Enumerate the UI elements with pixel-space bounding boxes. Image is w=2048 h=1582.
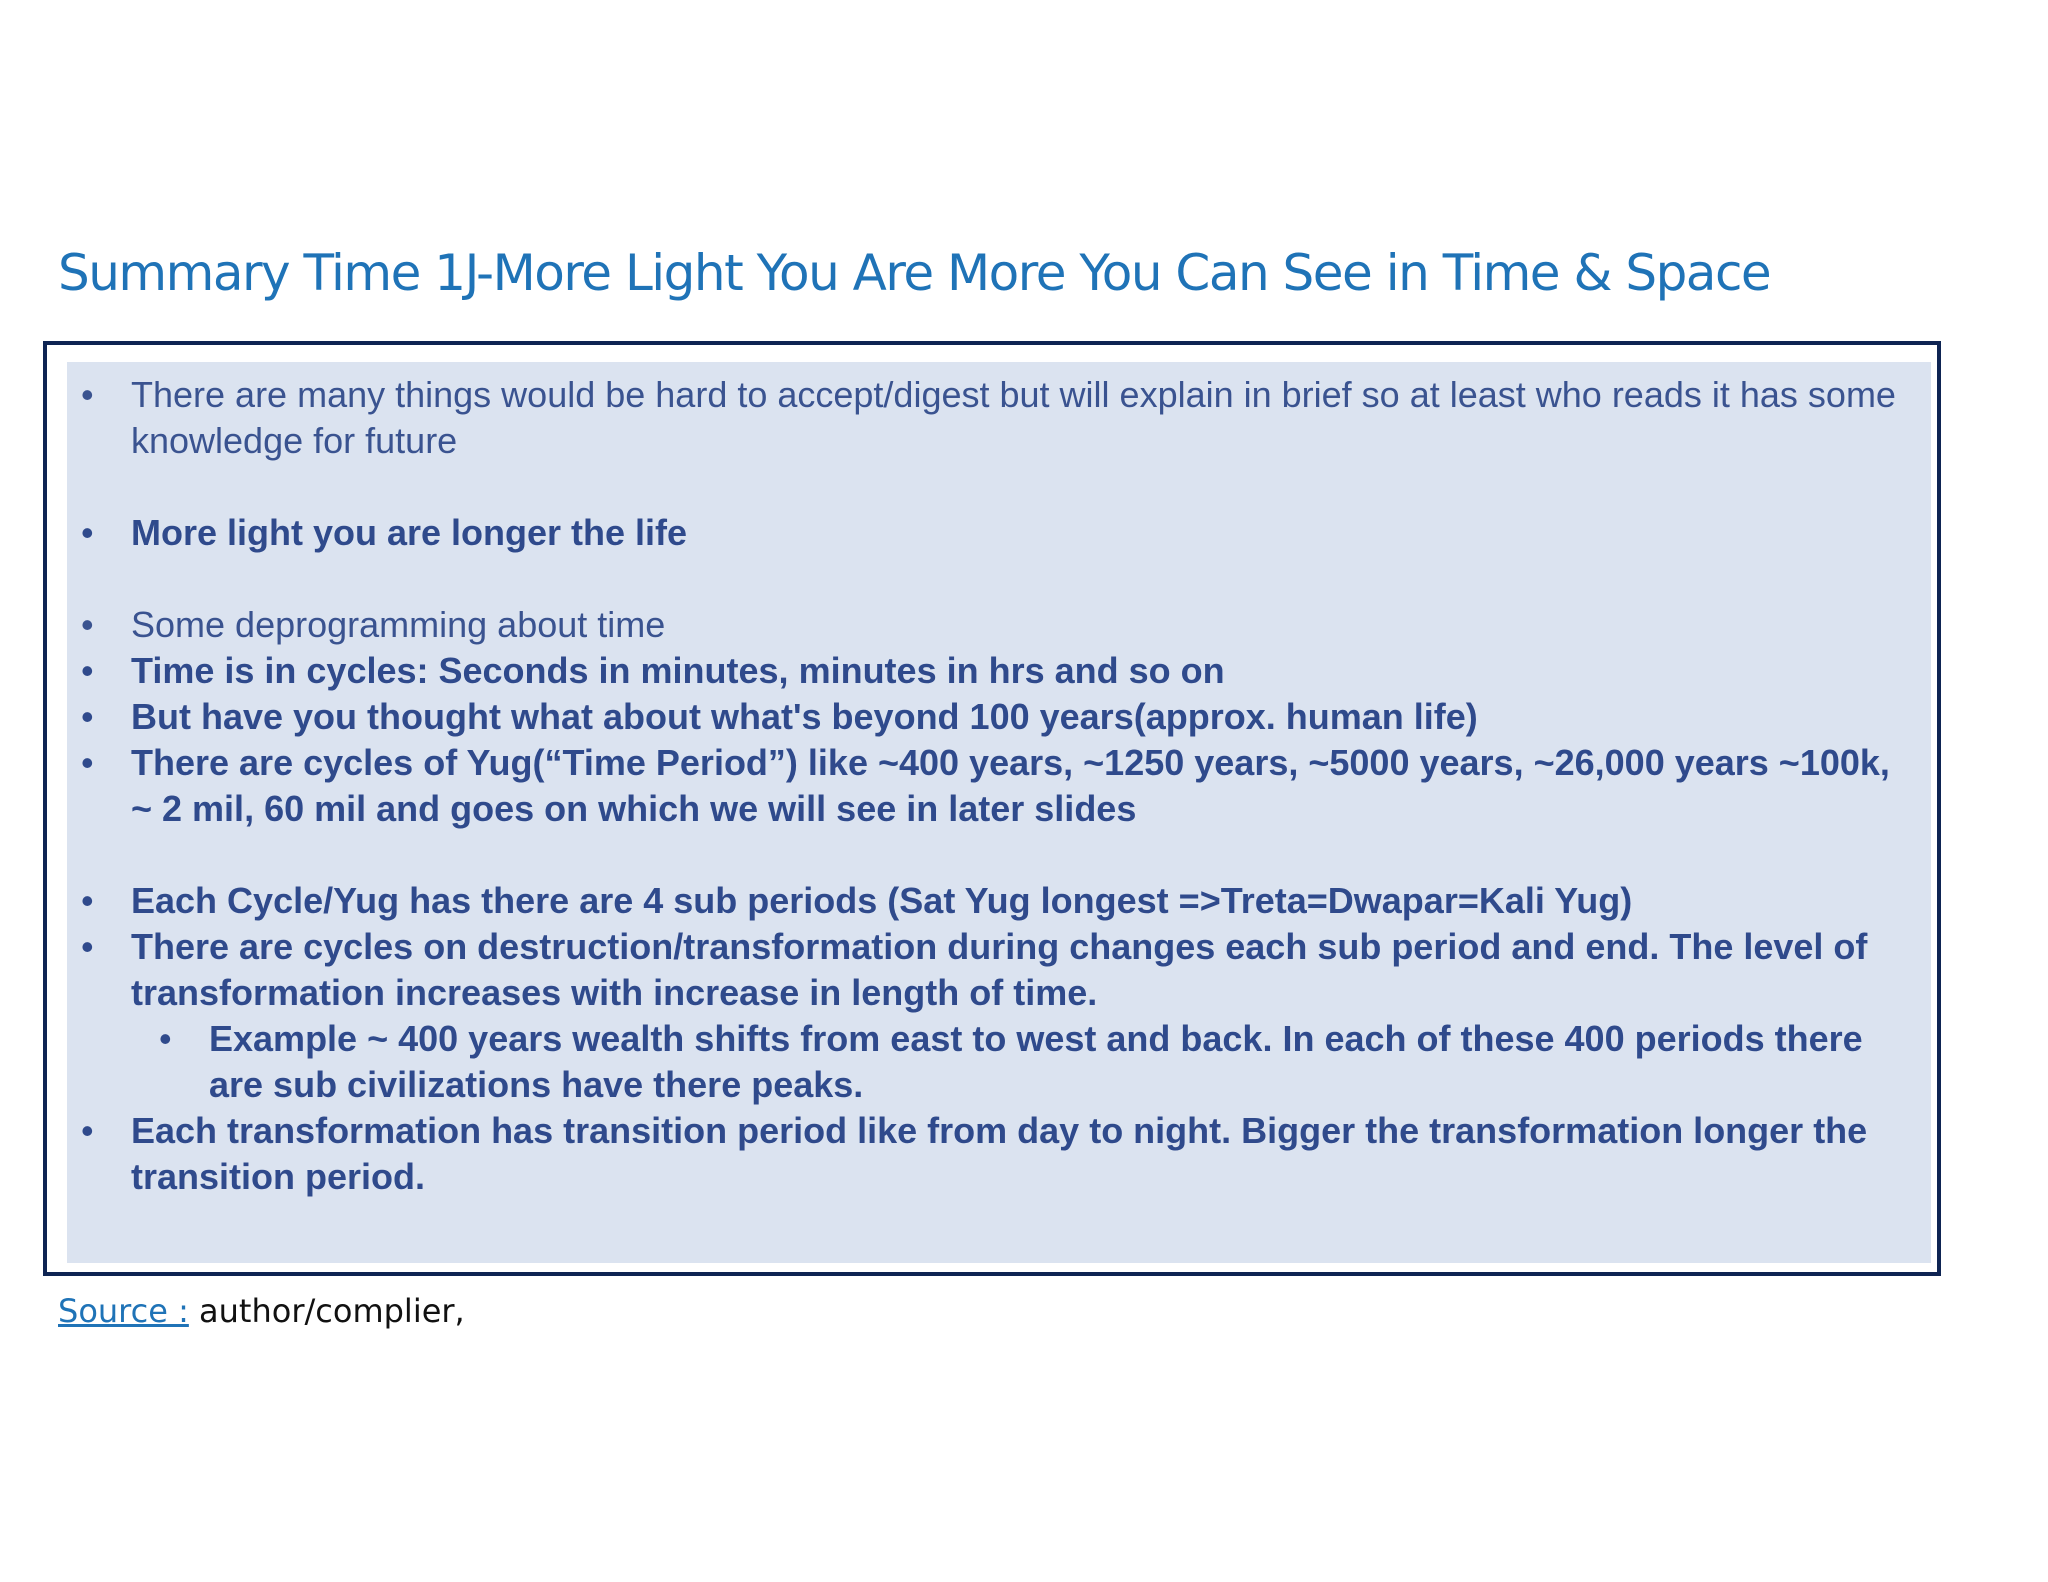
sub-bullet-item bbox=[67, 1016, 1931, 1108]
bullet-item-3 bbox=[67, 602, 1931, 648]
content-box bbox=[67, 362, 1931, 1263]
bullet-text: Some deprogramming about time bbox=[131, 604, 666, 645]
bullet-text: There are cycles on destruction/transformation during changes each sub period and end. The level of transformation increases with increase in length of time. bbox=[131, 926, 1868, 1013]
bullet-dot-icon: • bbox=[81, 650, 94, 691]
bullet-item-9 bbox=[67, 1108, 1931, 1200]
bullet-dot-icon: • bbox=[81, 1110, 94, 1151]
bullet-text: There are cycles of Yug(“Time Period”) like ~400 years, ~1250 years, ~5000 years, ~26,000 years ~100k, ~ 2 mil, 60 mil and goes on which we will see in later slides bbox=[131, 742, 1890, 829]
source-line bbox=[58, 1288, 465, 1334]
bullet-dot-icon: • bbox=[81, 604, 94, 645]
bullet-dot-icon: • bbox=[81, 880, 94, 921]
bullet-dot-icon: • bbox=[81, 696, 94, 737]
bullet-text: There are many things would be hard to accept/digest but will explain in brief so at least who reads it has some knowledge for future bbox=[131, 374, 1896, 461]
bullet-dot-icon: • bbox=[81, 742, 94, 783]
bullet-list bbox=[67, 372, 1931, 1200]
bullet-dot-icon: • bbox=[81, 926, 94, 967]
bullet-text: Each Cycle/Yug has there are 4 sub periods (Sat Yug longest =>Treta=Dwapar=Kali Yug) bbox=[131, 880, 1633, 921]
bullet-item-6 bbox=[67, 740, 1931, 832]
source-link[interactable]: Source : bbox=[58, 1292, 189, 1330]
bullet-item-8 bbox=[67, 924, 1931, 1016]
bullet-text: Each transformation has transition period like from day to night. Bigger the transformation longer the transition period. bbox=[131, 1110, 1868, 1197]
bullet-text: More light you are longer the life bbox=[131, 512, 688, 553]
content-frame bbox=[43, 341, 1941, 1276]
bullet-dot-icon: • bbox=[81, 512, 94, 553]
slide-title: Summary Time 1J-More Light You Are More You Can See in Time & Space bbox=[58, 244, 1771, 302]
bullet-text: Time is in cycles: Seconds in minutes, minutes in hrs and so on bbox=[131, 650, 1225, 691]
bullet-item-4 bbox=[67, 648, 1931, 694]
bullet-dot-icon: • bbox=[81, 374, 94, 415]
bullet-item-1 bbox=[67, 372, 1931, 464]
bullet-dot-icon: • bbox=[159, 1018, 172, 1059]
source-text: author/complier, bbox=[188, 1292, 465, 1330]
bullet-text: Example ~ 400 years wealth shifts from east to west and back. In each of these 400 periods there are sub civilizations have there peaks. bbox=[209, 1018, 1863, 1105]
bullet-text: But have you thought what about what's beyond 100 years(approx. human life) bbox=[131, 696, 1478, 737]
bullet-item-7 bbox=[67, 878, 1931, 924]
bullet-item-5 bbox=[67, 694, 1931, 740]
bullet-item-2 bbox=[67, 510, 1931, 556]
